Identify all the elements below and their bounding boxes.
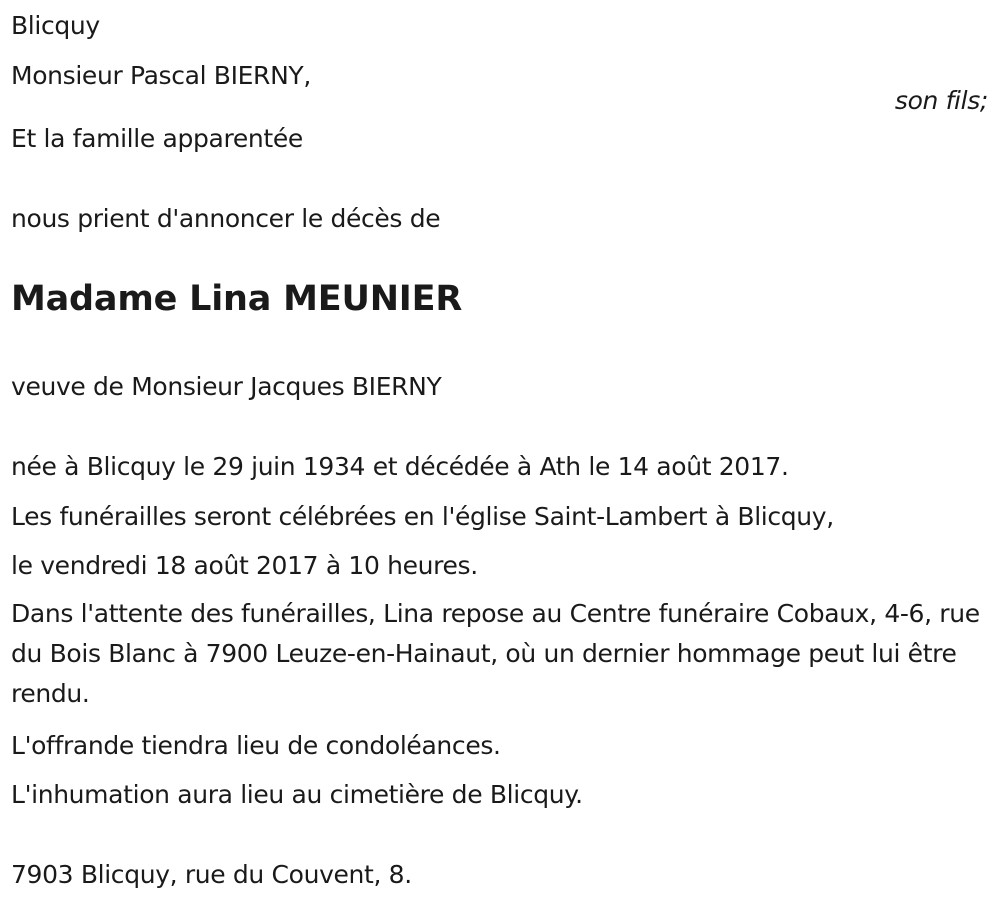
deceased-name: Madame Lina MEUNIER bbox=[11, 279, 463, 319]
birth-death-line: née à Blicquy le 29 juin 1934 et décédée à Ath le 14 août 2017. bbox=[11, 452, 789, 481]
relatives-line: Et la famille apparentée bbox=[11, 124, 303, 153]
funeral-ceremony-line: Les funérailles seront célébrées en l'église Saint-Lambert à Blicquy, bbox=[11, 502, 834, 531]
announcement-line: nous prient d'annoncer le décès de bbox=[11, 204, 441, 233]
son-relation: son fils; bbox=[894, 86, 988, 115]
funeral-date-line: le vendredi 18 août 2017 à 10 heures. bbox=[11, 551, 478, 580]
viewing-paragraph: Dans l'attente des funérailles, Lina repose au Centre funéraire Cobaux, 4-6, rue du Bois Blanc à 7900 Leuze-en-Hainaut, où un dernier hommage peut lui être rendu. bbox=[11, 599, 980, 708]
son-name: Monsieur Pascal BIERNY, bbox=[11, 61, 311, 90]
burial-line: L'inhumation aura lieu au cimetière de Blicquy. bbox=[11, 780, 583, 809]
offering-line: L'offrande tiendra lieu de condoléances. bbox=[11, 731, 501, 760]
widow-of-line: veuve de Monsieur Jacques BIERNY bbox=[11, 372, 442, 401]
location-heading: Blicquy bbox=[11, 11, 100, 40]
address-line: 7903 Blicquy, rue du Couvent, 8. bbox=[11, 860, 412, 889]
